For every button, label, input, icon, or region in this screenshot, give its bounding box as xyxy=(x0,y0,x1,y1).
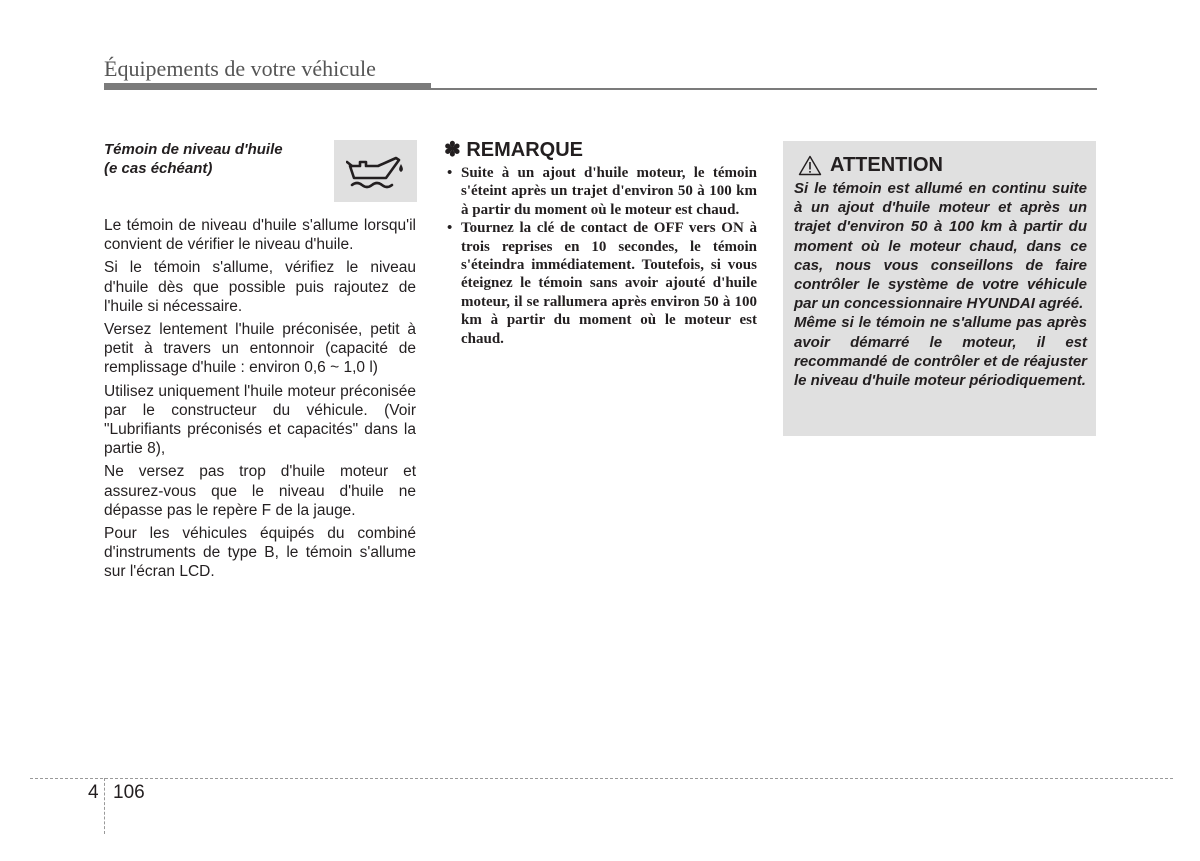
caution-text xyxy=(794,179,1087,390)
footer-dashed-rule xyxy=(30,778,1173,779)
note-item xyxy=(444,219,757,348)
header-rule-thin xyxy=(431,88,1097,90)
chapter-number: 4 xyxy=(88,782,99,803)
body-paragraph: Pour les véhicules équipés du combiné d'instruments de type B, le témoin s'allume sur l'écran LCD. xyxy=(104,525,416,581)
caution-paragraph: Même si le témoin ne s'allume pas après avoir démarré le moteur, il est recommandé de contrôler et de réajuster le niveau d'huile moteur périodiquement. xyxy=(794,314,1087,390)
caution-title: ATTENTION xyxy=(830,154,943,176)
body-paragraph: Si le témoin s'allume, vérifiez le niveau d'huile dès que possible puis rajoutez de l'huile si nécessaire. xyxy=(104,259,416,315)
caution-box xyxy=(783,141,1096,436)
bullet-icon: • xyxy=(447,165,453,181)
note-list xyxy=(444,164,757,348)
note-column xyxy=(444,138,757,348)
caution-paragraph: Si le témoin est allumé en continu suite à un ajout d'huile moteur et après un trajet d'environ 50 à 100 km à partir du moment où le moteur chaud, dans ce cas, nous vous conseillons de faire contrôler le système de votre véhicule par un concessionnaire HYUNDAI agréé. xyxy=(794,180,1087,313)
page-number: 106 xyxy=(113,782,145,803)
body-paragraph: Le témoin de niveau d'huile s'allume lorsqu'il convient de vérifier le niveau d'huile. xyxy=(104,217,416,254)
indicator-icon-box xyxy=(334,140,417,202)
oil-pressure-icon xyxy=(346,152,406,190)
note-title: REMARQUE xyxy=(466,139,583,161)
bullet-icon: • xyxy=(447,220,453,237)
note-item-text: Tournez la clé de contact de OFF vers ON à trois reprises en 10 secondes, le témoin s'éteindra immédiatement. Toutefois, si vous éteignez le témoin sans avoir ajouté d'huile moteur, il se rallumera après environ 50 à 100 km à partir du moment où le moteur est chaud. xyxy=(461,220,757,347)
caution-heading xyxy=(794,151,1087,179)
section-heading xyxy=(104,140,319,178)
body-paragraph: Ne versez pas trop d'huile moteur et assurez-vous que le niveau d'huile ne dépasse pas le repère F de la jauge. xyxy=(104,463,416,519)
left-column xyxy=(104,140,416,586)
asterisk-icon: ✽ xyxy=(444,139,461,161)
body-paragraph: Versez lentement l'huile préconisée, petit à petit à travers un entonnoir (capacité de remplissage d'huile : environ 0,6 ~ 1,0 l) xyxy=(104,321,416,377)
footer-dashed-divider xyxy=(104,778,105,834)
note-heading xyxy=(444,138,757,162)
warning-triangle-icon xyxy=(798,155,822,176)
header-rule-thick xyxy=(104,83,431,90)
note-item-text: Suite à un ajout d'huile moteur, le témoin s'éteint après un trajet d'environ 50 à 100 km à partir du moment où le moteur est chaud. xyxy=(461,165,757,218)
section-heading-line2: (e cas échéant) xyxy=(104,160,213,177)
body-text xyxy=(104,216,416,582)
note-item xyxy=(444,164,757,219)
page-header-title: Équipements de votre véhicule xyxy=(104,56,376,81)
body-paragraph: Utilisez uniquement l'huile moteur préconisée par le constructeur du véhicule. (Voir "Lubrifiants préconisés et capacités" dans la partie 8), xyxy=(104,382,416,458)
section-heading-line1: Témoin de niveau d'huile xyxy=(104,141,283,158)
